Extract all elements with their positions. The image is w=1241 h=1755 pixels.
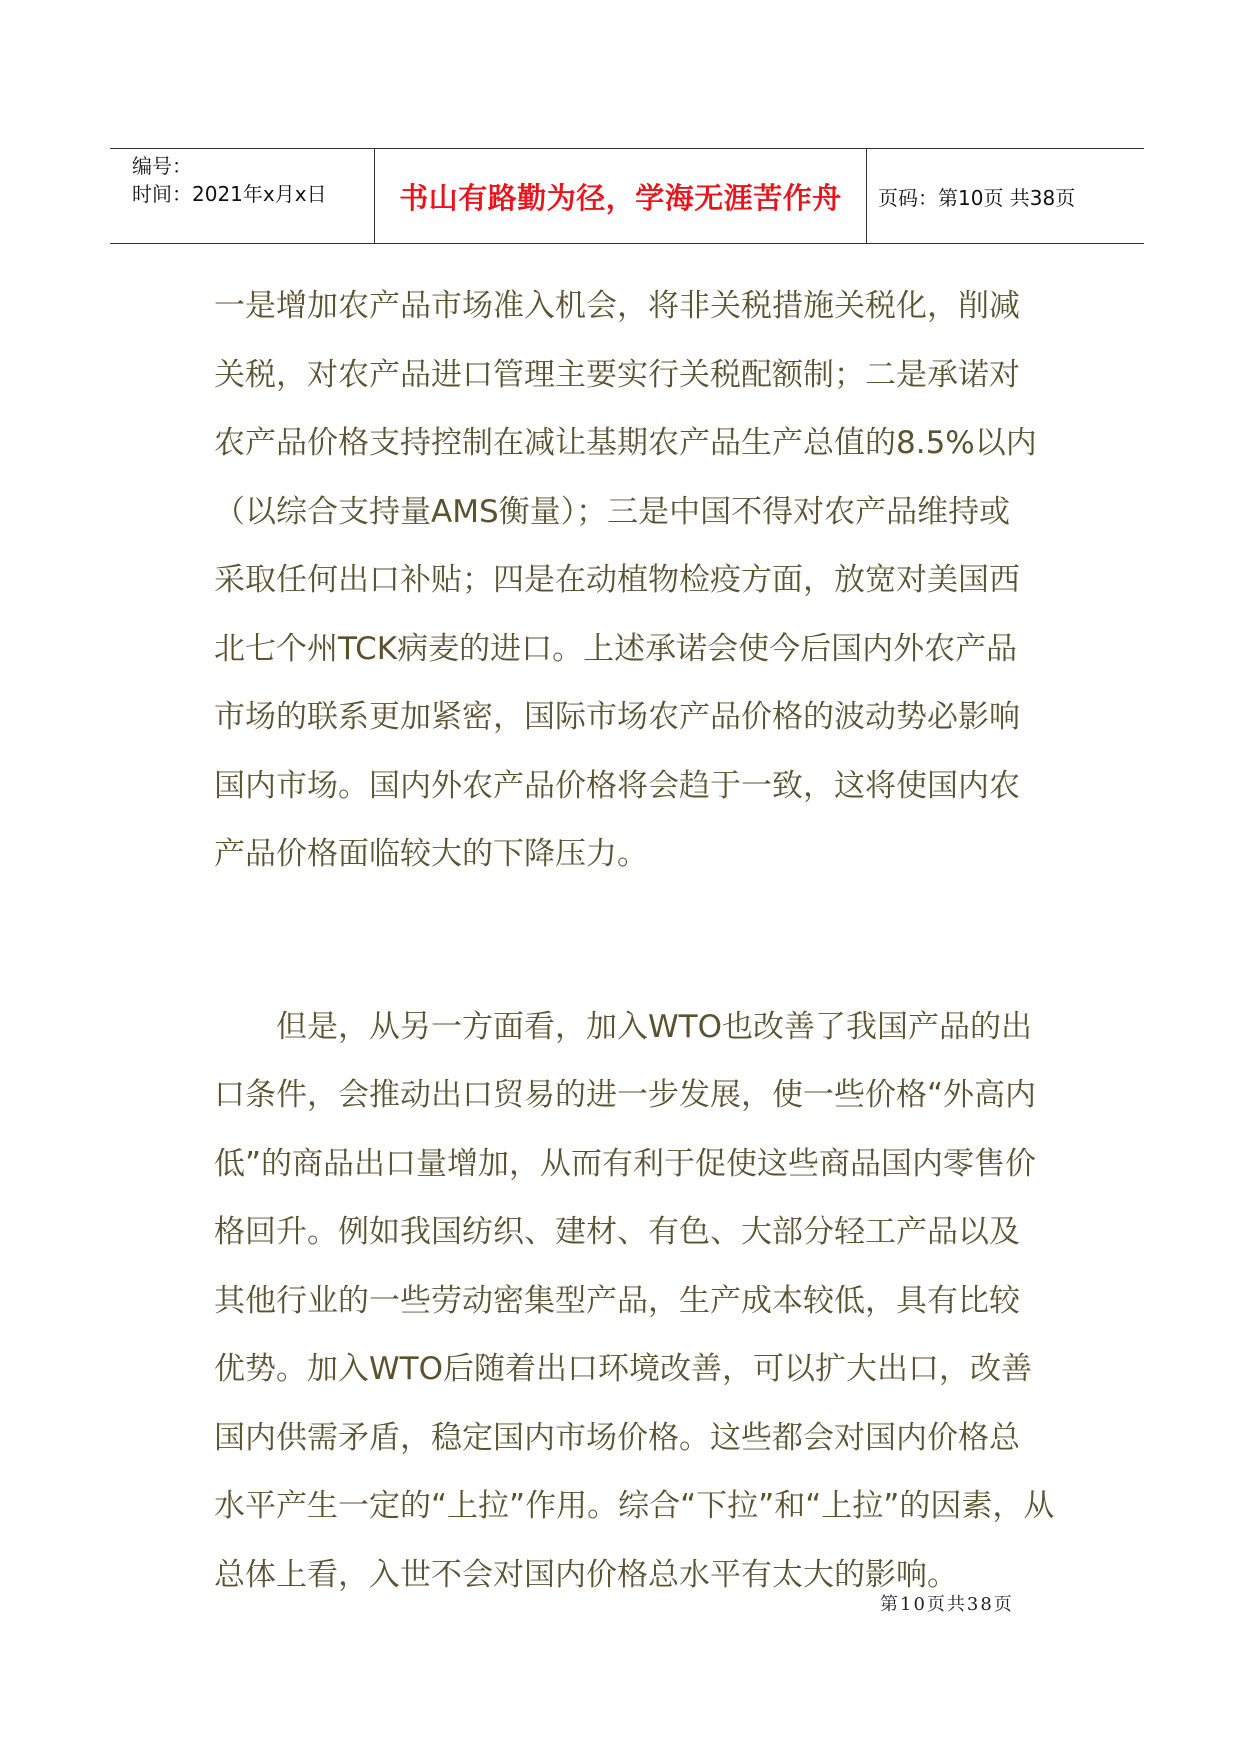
text-line: 格回升。例如我国纺织、建材、有色、大部分轻工产品以及 xyxy=(214,1214,1020,1250)
page-footer: 第10页共38页 xyxy=(880,1594,1014,1615)
paragraph-1 xyxy=(214,272,1050,889)
text-line: （以综合支持量AMS衡量）；三是中国不得对农产品维持或 xyxy=(214,493,1011,530)
text-line: 一是增加农产品市场准入机会，将非关税措施关税化，削减 xyxy=(214,288,1020,324)
text-line: 总体上看，入世不会对国内价格总水平有太大的影响。 xyxy=(214,1556,958,1593)
text-line: 低”的商品出口量增加，从而有利于促使这些商品国内零售价 xyxy=(214,1145,1037,1182)
document-number-label: 编号： xyxy=(132,154,192,178)
document-time-label: 时间：2021年x月x日 xyxy=(132,182,327,206)
header-divider-right xyxy=(866,149,867,243)
header-motto: 书山有路勤为径，学海无涯苦作舟 xyxy=(399,180,842,215)
text-line: 产品价格面临较大的下降压力。 xyxy=(214,836,648,872)
text-line: 其他行业的一些劳动密集型产品，生产成本较低，具有比较 xyxy=(214,1282,1020,1319)
text-line: 水平产生一定的“上拉”作用。综合“下拉”和“上拉”的因素，从 xyxy=(214,1488,1055,1524)
text-line: 国内供需矛盾，稳定国内市场价格。这些都会对国内价格总 xyxy=(214,1419,1020,1456)
document-body xyxy=(214,272,1055,1609)
page-header xyxy=(110,148,1144,244)
text-line: 市场的联系更加紧密，国际市场农产品价格的波动势必影响 xyxy=(214,699,1020,735)
text-line: 北七个州TCK病麦的进口。上述承诺会使今后国内外农产品 xyxy=(214,630,1018,667)
header-meta xyxy=(120,149,375,243)
header-page-code: 页码：第10页 共38页 xyxy=(878,185,1076,210)
text-line: 农产品价格支持控制在减让基期农产品生产总值的8.5%以内 xyxy=(214,425,1037,461)
paragraph-gap xyxy=(214,889,1050,993)
text-line: 口条件，会推动出口贸易的进一步发展，使一些价格“外高内 xyxy=(214,1077,1037,1113)
text-line: 关税，对农产品进口管理主要实行关税配额制；二是承诺对 xyxy=(214,356,1020,393)
paragraph-2 xyxy=(214,993,1055,1610)
text-line: 优势。加入WTO后随着出口环境改善，可以扩大出口，改善 xyxy=(214,1351,1032,1387)
text-line: 采取任何出口补贴；四是在动植物检疫方面，放宽对美国西 xyxy=(214,562,1020,598)
text-line: 国内市场。国内外农产品价格将会趋于一致，这将使国内农 xyxy=(214,767,1020,804)
text-line: 但是，从另一方面看，加入WTO也改善了我国产品的出 xyxy=(214,1008,1032,1045)
